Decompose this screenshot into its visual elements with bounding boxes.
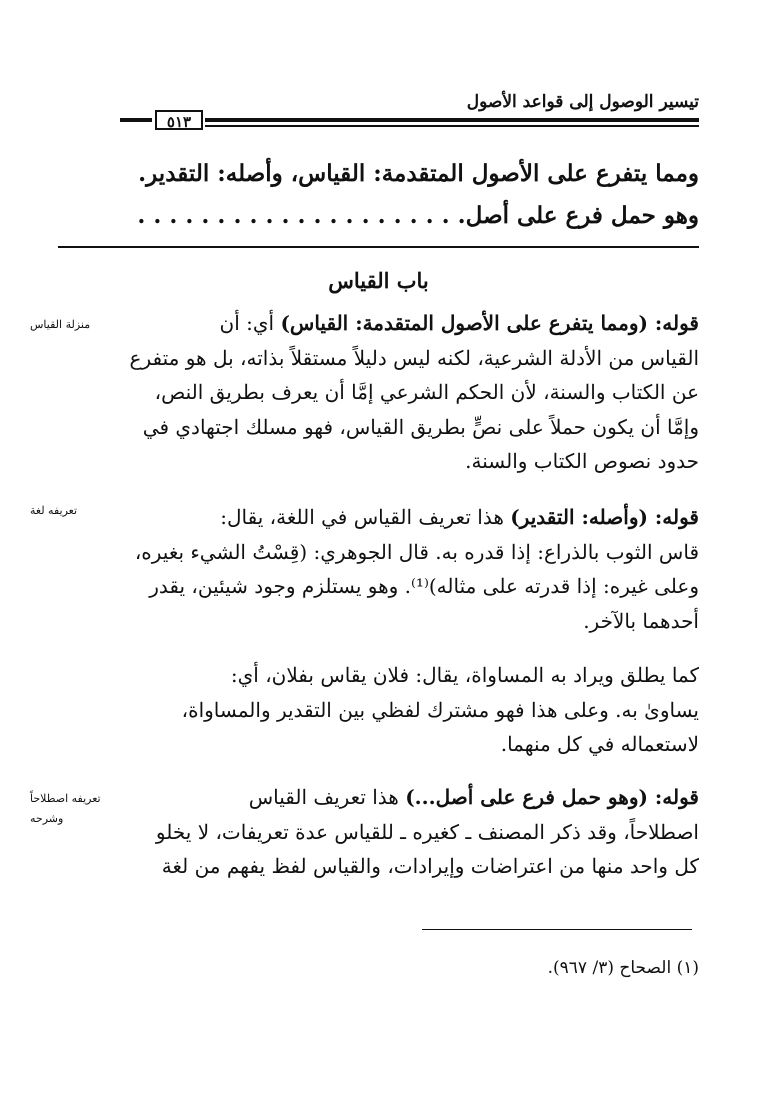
section-title: باب القياس <box>328 268 429 293</box>
footnote-separator <box>422 929 692 930</box>
paragraph-line: حدود نصوص الكتاب والسنة. <box>465 449 699 473</box>
paragraph-line: اصطلاحاً، وقد ذكر المصنف ـ كغيره ـ للقياس عدة تعريفات، لا يخلو <box>155 819 699 844</box>
header-rule-thick <box>205 118 699 122</box>
paragraph-1 <box>128 306 699 479</box>
paragraph-line: القياس من الأدلة الشرعية، لكنه ليس دليلاً مستقلاً بذاته، بل هو متفرع <box>129 345 699 370</box>
margin-note: وشرحه <box>30 812 64 825</box>
quoted-lemma: قوله: (وأصله: التقدير) <box>510 505 699 529</box>
paragraph-3 <box>128 658 699 762</box>
paragraph-line: قوله: (ومما يتفرع على الأصول المتقدمة: القياس) أي: أن <box>219 311 699 335</box>
paragraph-line: قوله: (وأصله: التقدير) هذا تعريف القياس في اللغة، يقال: <box>220 505 699 529</box>
paragraph-line: وعلى غيره: إذا قدرته على مثاله)⁽¹⁾. وهو يستلزم وجود شيئين، يقدر <box>149 574 699 598</box>
quoted-lemma: قوله: (وهو حمل فرع على أصل...) <box>405 785 699 809</box>
paragraph-line: عن الكتاب والسنة، لأن الحكم الشرعي إمَّا أن يعرف بطريق النص، <box>154 380 699 404</box>
matn-line-1: ومما يتفرع على الأصول المتقدمة: القياس، وأصله: التقدير. <box>138 160 699 187</box>
paragraph-2 <box>128 500 699 638</box>
margin-note: منزلة القياس <box>30 318 91 331</box>
matn-line-2: وهو حمل فرع على أصل. . . . . . . . . . . . . . . . . . . . . <box>137 202 699 229</box>
matn-separator <box>58 246 699 248</box>
paragraph-line: كما يطلق ويراد به المساواة، يقال: فلان يقاس بفلان، أي: <box>230 663 699 687</box>
paragraph-line: يساوىٰ به. وعلى هذا فهو مشترك لفظي بين التقدير والمساواة، <box>181 697 699 722</box>
paragraph-line: كل واحد منها من اعتراضات وإيرادات، والقياس لفظ يفهم من لغة <box>161 854 699 878</box>
footnote: (١) الصحاح (٣/ ٩٦٧). <box>547 958 699 978</box>
paragraph-line: قاس الثوب بالذراع: إذا قدره به. قال الجوهري: (قِسْتُ الشيء بغيره، <box>134 539 699 564</box>
paragraph-line: لاستعماله في كل منهما. <box>500 732 699 756</box>
header-rule-thin <box>205 125 699 127</box>
paragraph-4 <box>128 780 699 884</box>
page-number: ٥١٣ <box>155 110 203 130</box>
paragraph-line: أحدهما بالآخر. <box>583 608 699 633</box>
paragraph-line: وإمَّا أن يكون حملاً على نصٍّ بطريق القياس، فهو مسلك اجتهادي في <box>142 414 699 439</box>
running-header-title: تيسير الوصول إلى قواعد الأصول <box>466 92 699 112</box>
margin-note: تعريفه لغة <box>30 504 78 517</box>
paragraph-line: قوله: (وهو حمل فرع على أصل...) هذا تعريف القياس <box>248 785 699 809</box>
quoted-lemma: قوله: (ومما يتفرع على الأصول المتقدمة: القياس) <box>280 311 699 335</box>
header-rule-end <box>120 118 152 122</box>
margin-note: تعريفه اصطلاحاً <box>30 792 101 805</box>
